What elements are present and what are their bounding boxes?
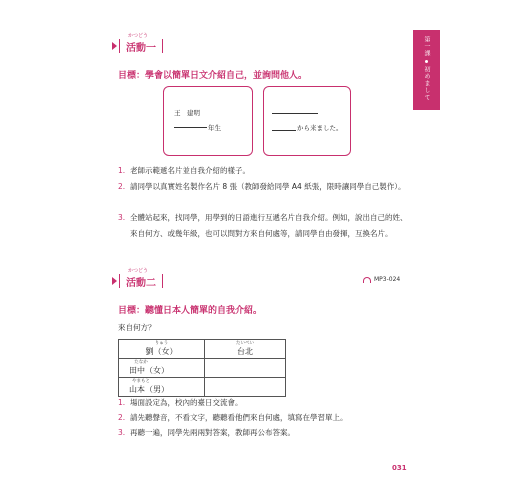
activity2-ruby: かつどう bbox=[128, 267, 149, 274]
activity1-header bbox=[112, 32, 163, 57]
activity2-goal: 目標：聽懂日本人簡單的自我介紹。 bbox=[118, 306, 263, 316]
table-cell-name: りゅう 劉（女） bbox=[119, 340, 205, 359]
card-origin-suffix: から来ました。 bbox=[297, 124, 343, 132]
table-cell-place[interactable] bbox=[205, 378, 286, 397]
table-row bbox=[119, 378, 286, 397]
list-item: 2. 請先聽聲音，不看文字，聽聽看他們來自何處，填寫在學習單上。 bbox=[118, 413, 348, 422]
page-number: 031 bbox=[392, 464, 407, 472]
table-cell-place[interactable] bbox=[205, 359, 286, 378]
activity1-ruby: かつどう bbox=[128, 32, 149, 39]
activity1-goal: 目標：學會以簡單日文介紹自己，並詢問他人。 bbox=[118, 71, 308, 81]
header-bar bbox=[119, 274, 120, 288]
blank-line bbox=[272, 113, 318, 114]
lesson-number: 第一課 bbox=[423, 36, 430, 57]
list-item: 3. 全體站起來，找同學，用學到的日語進行互遞名片自我介紹。例如，說出自己的姓、來自何方、或幾年級，也可以問對方來自何處等，請同學自由發揮，互換名片。 bbox=[118, 213, 408, 238]
activity2-header bbox=[112, 267, 163, 292]
activity2-title: かつどう 活動二 bbox=[126, 267, 156, 289]
list-item: 3. 再聽一遍，同學先兩兩對答案，教師再公布答案。 bbox=[118, 428, 295, 437]
lesson-title: 初めまして bbox=[423, 66, 430, 101]
list-item: 1. 場面設定為，校內的臺日交流會。 bbox=[118, 398, 243, 407]
header-end-bar bbox=[162, 274, 163, 288]
list-item: 1. 老師示範遞名片並自我介紹的樣子。 bbox=[118, 166, 250, 175]
table-row bbox=[119, 340, 286, 359]
list-item: 2. 請同學以真實姓名製作名片 8 張（教師發給同學 A4 紙張，限時讓同學自己製作）。 bbox=[118, 182, 406, 191]
name-card-right bbox=[263, 86, 351, 156]
header-end-bar bbox=[162, 39, 163, 53]
triangle-icon bbox=[112, 277, 117, 285]
blank-line bbox=[174, 127, 207, 128]
mp3-track[interactable] bbox=[363, 276, 400, 283]
headphone-icon bbox=[363, 277, 371, 283]
name-card-left bbox=[163, 86, 253, 156]
mp3-label: MP3-024 bbox=[374, 276, 401, 283]
lesson-side-tab bbox=[413, 30, 440, 110]
divider-dot bbox=[425, 60, 428, 63]
table-cell-place[interactable]: たいぺい 台北 bbox=[205, 340, 286, 359]
question-text: 來自何方？ bbox=[118, 323, 156, 332]
worksheet-table bbox=[118, 339, 286, 397]
blank-line bbox=[272, 130, 296, 131]
card-grade-suffix: 年生 bbox=[208, 124, 221, 132]
triangle-icon bbox=[112, 42, 117, 50]
table-cell-name: やまもと 山本（男） bbox=[119, 378, 205, 397]
header-bar bbox=[119, 39, 120, 53]
table-cell-name: たなか 田中（女） bbox=[119, 359, 205, 378]
table-row bbox=[119, 359, 286, 378]
card-name: 王 建明 bbox=[174, 109, 200, 117]
activity1-title: かつどう 活動一 bbox=[126, 32, 156, 54]
